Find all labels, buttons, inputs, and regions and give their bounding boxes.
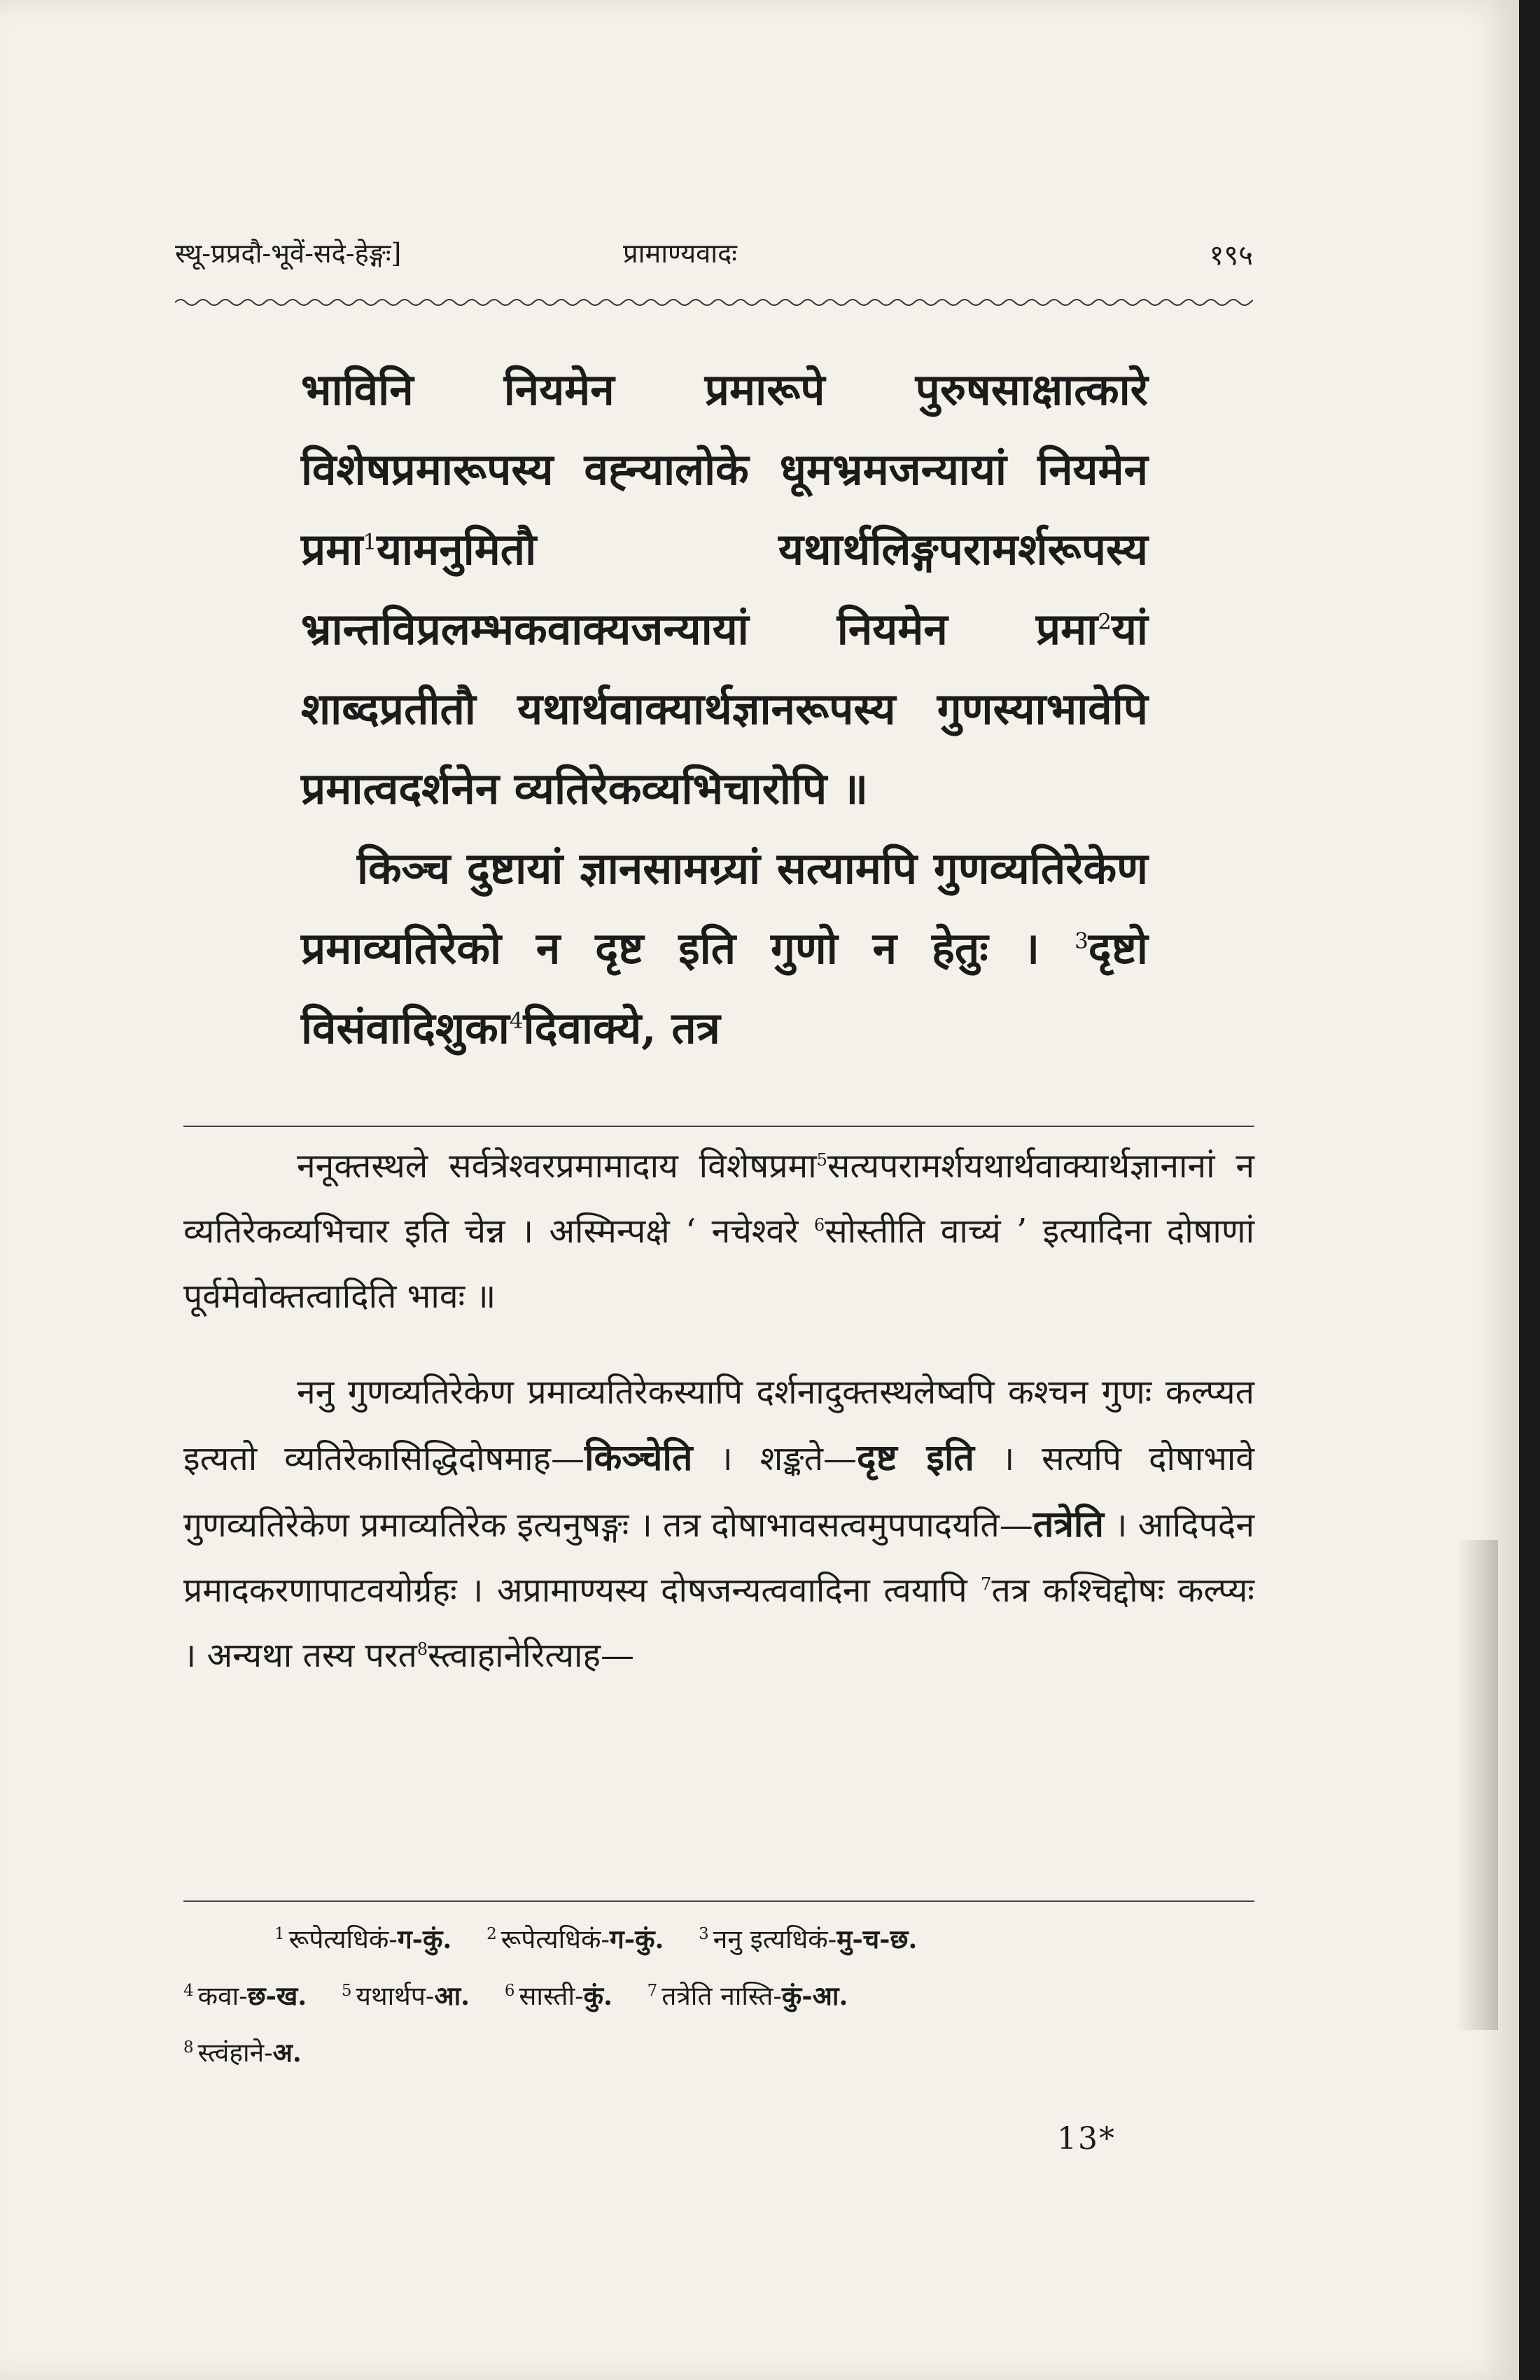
footnote: $^2$ रूपेत्यधिकं-ग-कुं.	[486, 1924, 664, 1954]
signature-mark: 13*	[1057, 2121, 1116, 2157]
footnote: $^6$ सास्ती-कुं.	[504, 1980, 612, 2011]
commentary-divider	[183, 1126, 1254, 1127]
main-paragraph-1: भाविनि नियमेन प्रमारूपे पुरुषसाक्षात्कारे विशेषप्रमारूपस्य वह्न्यालोके धूमभ्रमजन्यायां नियमेन प्रमा$^1$यामनुमितौ यथार्थलिङ्गपरामर्शरूपस्य भ्रान्तविप्रलम्भकवाक्यजन्यायां नियमेन प्रमा$^2$यां शाब्दप्रतीतौ यथार्थवाक्यार्थज्ञानरूपस्य गुणस्याभावेपि प्रमात्वदर्शनेन व्यतिरेकव्यभिचारोपि ॥	[301, 364, 1148, 814]
main-paragraph-2: किञ्च दुष्टायां ज्ञानसामग्र्यां सत्यामपि गुणव्यतिरेकेण प्रमाव्यतिरेको न दृष्ट इति गुणो न हेतुः । $^3$दृष्टो विसंवादिशुका$^4$दिवाक्ये, तत्र	[301, 843, 1148, 1054]
footnote: $^3$ ननु इत्यधिकं-मु-च-छ.	[699, 1924, 918, 1954]
header-title: प्रामाण्यवादः	[623, 238, 737, 269]
footnote-ref: 1	[363, 529, 377, 555]
footnote-line	[183, 2024, 1261, 2081]
footnote-line	[183, 1968, 1261, 2024]
footnote-ref: 5	[816, 1150, 827, 1170]
footnote-ref: 3	[1074, 928, 1088, 954]
running-header	[175, 234, 1253, 284]
footnote: $^1$ रूपेत्यधिकं-ग-कुं.	[274, 1924, 452, 1954]
page-edge-damage	[1456, 1540, 1498, 2030]
footnotes	[183, 1911, 1261, 2081]
commentary-text	[183, 1134, 1254, 1688]
footnote-ref: 2	[1098, 609, 1112, 635]
footnote-ref: 6	[813, 1215, 825, 1235]
pratika: तत्रेति	[1032, 1503, 1104, 1546]
pratika: किञ्चेति	[584, 1436, 693, 1479]
commentary-paragraph-2: ननु गुणव्यतिरेकेण प्रमाव्यतिरेकस्यापि दर्शनादुक्तस्थलेष्वपि कश्चन गुणः कल्प्यत इत्यतो व्यतिरेकासिद्धिदोषमाह—किञ्चेति । शङ्कते—दृष्ट इति । सत्यपि दोषाभावे गुणव्यतिरेकेण प्रमाव्यतिरेक इत्यनुषङ्गः । तत्र दोषाभावसत्वमुपपादयति—तत्रेति । आदिपदेन प्रमादकरणापाटवयोर्ग्रहः । अप्रामाण्यस्य दोषजन्यत्ववादिना त्वयापि $^7$तत्र कश्चिद्दोषः कल्प्यः । अन्यथा तस्य परत$^8$स्त्वाहानेरित्याह—	[183, 1373, 1255, 1675]
main-text	[301, 350, 1148, 1068]
footnote-line	[183, 1911, 1261, 1968]
commentary-paragraph-1: ननूक्तस्थले सर्वत्रेश्वरप्रमामादाय विशेषप्रमा$^5$सत्यपरामर्शयथार्थवाक्यार्थज्ञानानां न व्यतिरेकव्यभिचार इति चेन्न । अस्मिन्पक्षे ‘ नचेश्वरे $^6$सोस्तीति वाच्यं ’ इत्यादिना दोषाणां पूर्वमेवोक्तत्वादिति भावः ॥	[183, 1147, 1254, 1316]
header-left: स्थू-प्रप्रदौ-भूवें-सदे-हेङ्गः]	[175, 238, 402, 269]
footnote-ref: 4	[509, 1008, 524, 1034]
footnote-ref: 8	[416, 1639, 428, 1659]
footnote: $^4$ कवा-छ-ख.	[183, 1980, 307, 2011]
footnote: $^7$ तत्रेति नास्ति-कुं-आ.	[647, 1980, 848, 2011]
footnote-divider	[183, 1900, 1254, 1902]
footnote-ref: 7	[981, 1574, 992, 1594]
header-wavy-rule	[175, 294, 1253, 311]
page-number: १९५	[1209, 239, 1253, 272]
footnote: $^5$ यथार्थप-आ.	[341, 1980, 470, 2011]
footnote: $^8$ स्त्वंहाने-अ.	[183, 2037, 302, 2068]
pratika: दृष्ट इति	[856, 1436, 974, 1479]
